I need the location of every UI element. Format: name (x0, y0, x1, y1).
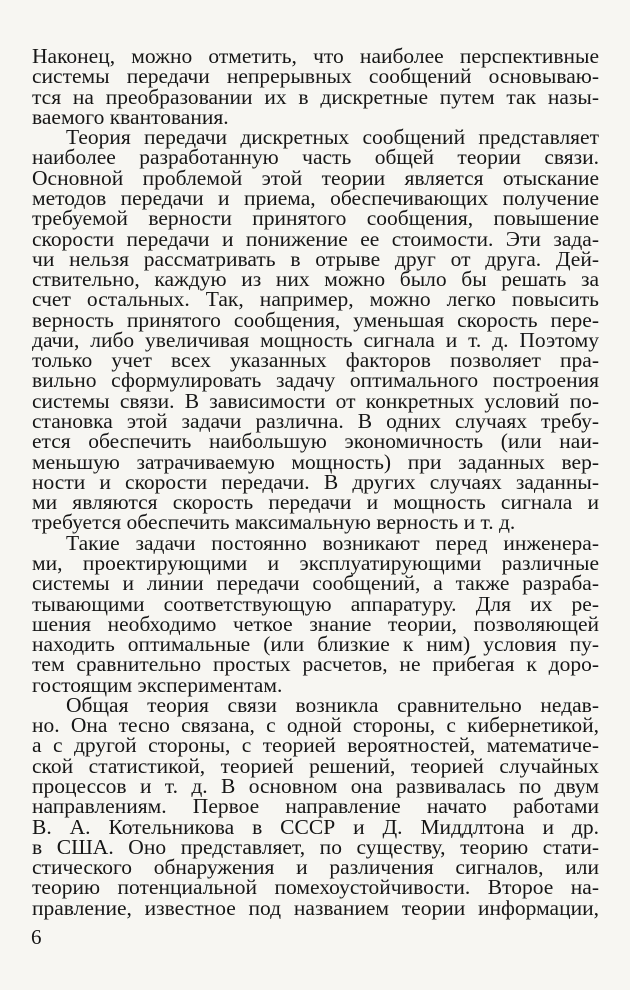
text-line: системы связи. В зависимости от конкретных условий по- (32, 388, 599, 413)
text-line: методов передачи и приема, обеспечивающих получение (32, 185, 599, 210)
text-line: В. А. Котельникова в СССР и Д. Миддлтона и др. (32, 814, 599, 839)
text-line: но. Она тесно связана, с одной стороны, с кибернетикой, (32, 713, 599, 738)
text-line: шения необходимо четкое знание теории, позволяющей (32, 611, 599, 636)
text-line: в США. Оно представляет, по существу, теорию стати- (32, 834, 599, 859)
text-line: системы передачи непрерывных сообщений основываю- (32, 64, 599, 89)
text-line: гостоящим экспериментам. (32, 672, 283, 697)
text-line: скорости передачи и понижение ее стоимости. Эти зада- (32, 226, 599, 251)
text-line: требуемой верности принятого сообщения, повышение (32, 206, 599, 231)
text-line: теорию потенциальной помехоустойчивости. Второе на- (32, 875, 599, 900)
text-line: счет остальных. Так, например, можно легко повысить (32, 287, 599, 312)
page-number: 6 (31, 925, 42, 949)
text-line: ваемого квантования. (32, 104, 229, 129)
text-line: становка этой задачи различна. В одних случаях требу- (32, 409, 599, 434)
text-line: ности и скорости передачи. В других случаях заданны- (32, 469, 599, 494)
text-line: а с другой стороны, с теорией вероятностей, математиче- (32, 733, 599, 758)
text-line: ской статистикой, теорией решений, теорией случайных (32, 753, 599, 778)
text-line: процессов и т. д. В основном она развивалась по двум (32, 774, 599, 799)
text-line: тывающими соответствующую аппаратуру. Для их ре- (32, 591, 599, 616)
text-line: ется обеспечить наибольшую экономичность (или наи- (32, 429, 599, 454)
text-line: только учет всех указанных факторов позволяет пра- (32, 348, 599, 373)
text-line: наиболее разработанную часть общей теории связи. (32, 145, 599, 170)
text-line: дачи, либо увеличивая мощность сигнала и т. д. Поэтому (32, 327, 599, 352)
text-line: требуется обеспечить максимальную верность и т. д. (32, 510, 516, 535)
text-line: ми являются скорость передачи и мощность сигнала и (32, 490, 599, 515)
text-line: стического обнаружения и различения сигналов, или (32, 855, 599, 880)
text-line: верность принятого сообщения, уменьшая скорость пере- (32, 307, 599, 332)
text-line: тся на преобразовании их в дискретные путем так назы- (32, 84, 599, 109)
text-line: тем сравнительно простых расчетов, не прибегая к доро- (32, 652, 599, 677)
text-line: находить оптимальные (или близкие к ним) условия пу- (32, 632, 599, 657)
text-line: Такие задачи постоянно возникают перед инженера- (66, 530, 599, 555)
text-line: направлениям. Первое направление начато работами (32, 794, 599, 819)
text-line: ствительно, каждую из них можно было бы решать за (32, 267, 599, 292)
text-line: правление, известное под названием теории информации, (32, 895, 599, 920)
text-line: ми, проектирующими и эксплуатирующими различные (32, 550, 599, 575)
text-line: Теория передачи дискретных сообщений представляет (66, 125, 599, 150)
text-line: Основной проблемой этой теории является отыскание (32, 165, 599, 190)
text-line: Общая теория связи возникла сравнительно недав- (66, 692, 599, 717)
text-line: вильно сформулировать задачу оптимального построения (32, 368, 599, 393)
text-line: чи нельзя рассматривать в отрыве друг от друга. Дей- (32, 246, 599, 271)
text-line: меньшую затрачиваемую мощность) при заданных вер- (32, 449, 599, 474)
text-line: Наконец, можно отметить, что наиболее перспективные (32, 44, 599, 68)
text-line: системы и линии передачи сообщений, а также разраба- (32, 571, 599, 596)
